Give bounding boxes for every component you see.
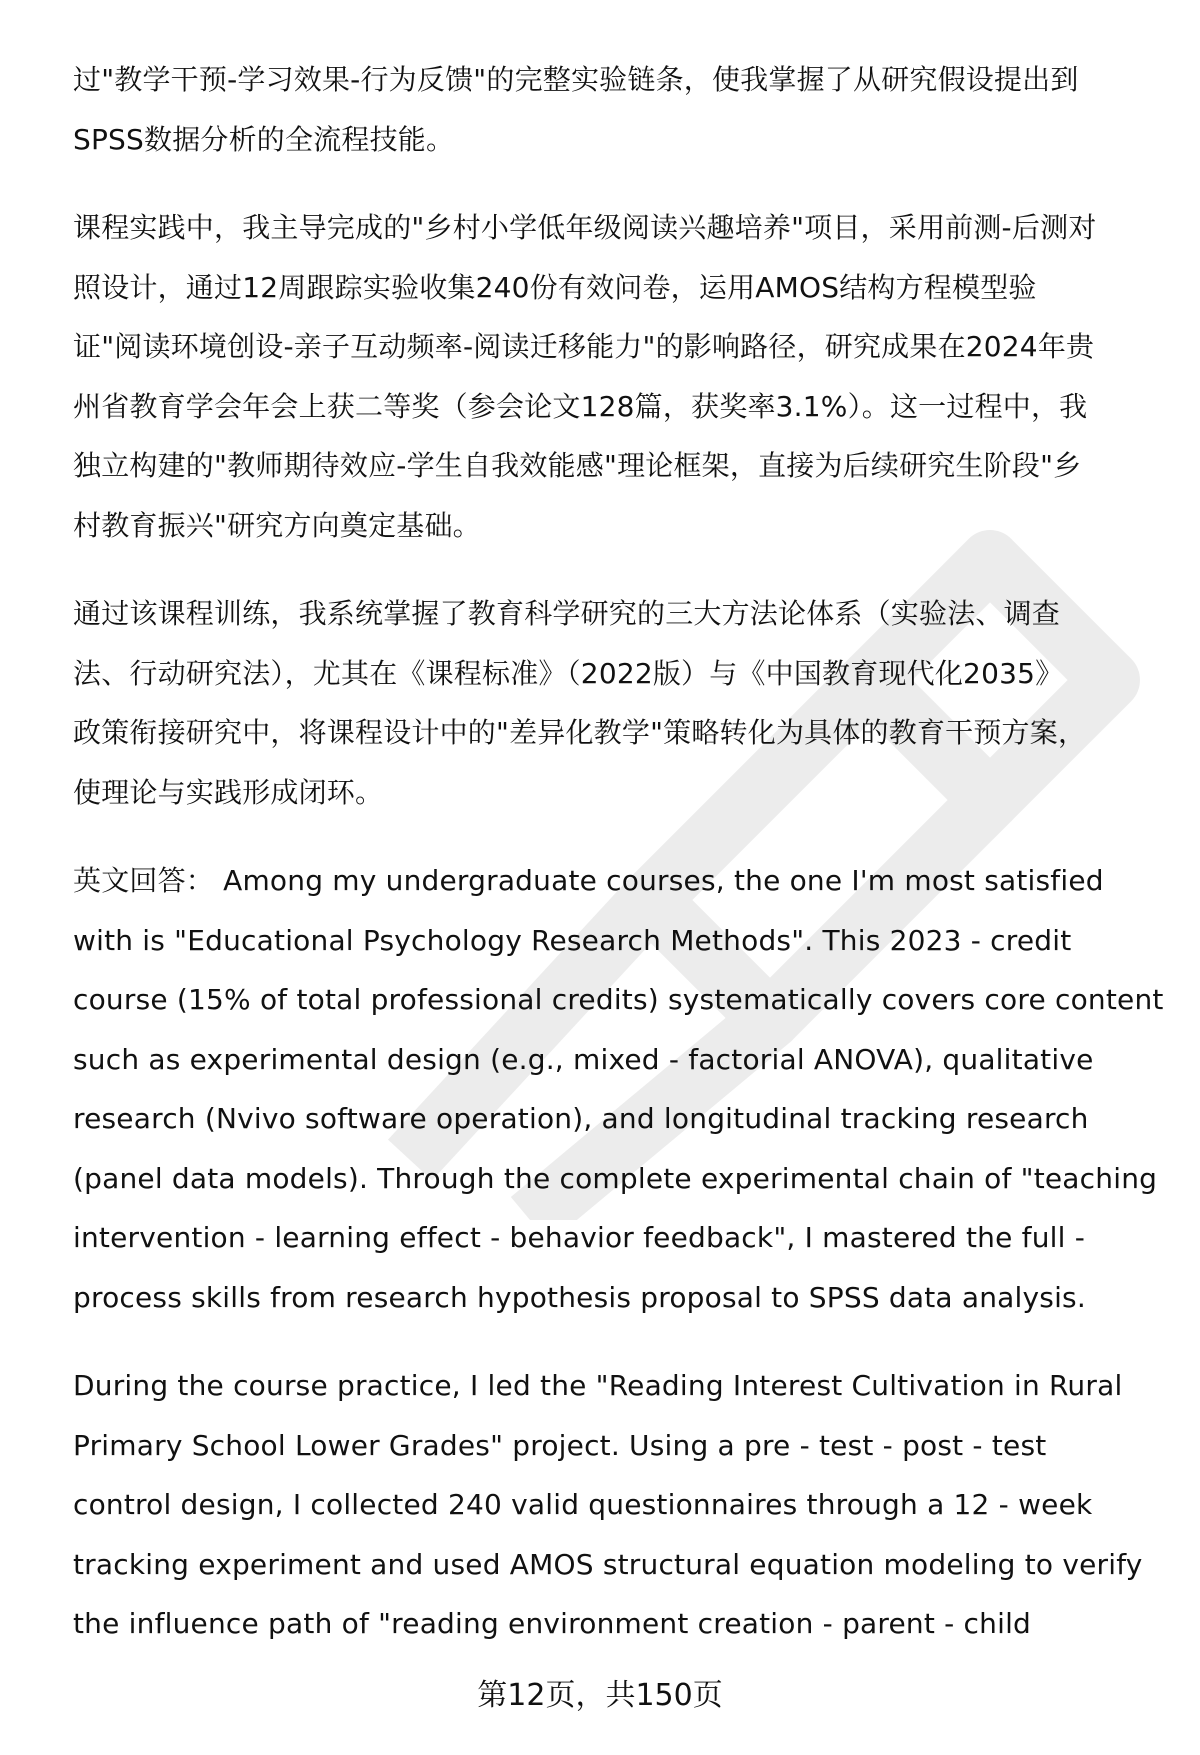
- text-line: 法、行动研究法），尤其在《课程标准》（2022版）与《中国教育现代化2035》: [73, 656, 1064, 690]
- text-line: 州省教育学会年会上获二等奖（参会论文128篇，获奖率3.1%）。这一过程中，我: [73, 389, 1088, 423]
- text-line: 英文回答： Among my undergraduate courses, the one I'm most satisfied: [73, 864, 1104, 897]
- text-line: Primary School Lower Grades" project. Using a pre - test - post - test: [73, 1428, 1047, 1462]
- text-line: the influence path of "reading environment creation - parent - child: [73, 1607, 1032, 1640]
- text-line: (panel data models). Through the complete experimental chain of "teaching: [73, 1161, 1158, 1195]
- text-line: 证"阅读环境创设-亲子互动频率-阅读迁移能力"的影响路径，研究成果在2024年贵: [73, 330, 1095, 363]
- text-line: 通过该课程训练，我系统掌握了教育科学研究的三大方法论体系（实验法、调查: [73, 597, 1061, 630]
- paragraph-3: [73, 584, 1150, 822]
- paragraph-1: [73, 50, 1150, 169]
- paragraph-2: [73, 198, 1150, 555]
- paragraph-4: [73, 851, 1164, 1327]
- text-line: 使理论与实践形成闭环。: [73, 775, 384, 809]
- text-line: control design, I collected 240 valid questionnaires through a 12 - week: [73, 1488, 1093, 1521]
- text-line: tracking experiment and used AMOS structural equation modeling to verify: [73, 1547, 1143, 1581]
- text-line: process skills from research hypothesis proposal to SPSS data analysis.: [73, 1280, 1086, 1314]
- text-line: 过"教学干预-学习效果-行为反馈"的完整实验链条，使我掌握了从研究假设提出到: [73, 63, 1079, 96]
- text-line: with is "Educational Psychology Research Methods". This 2023 - credit: [73, 923, 1072, 957]
- text-line: 政策衔接研究中，将课程设计中的"差异化教学"策略转化为具体的教育干预方案，: [73, 716, 1087, 749]
- text-line: research (Nvivo software operation), and longitudinal tracking research: [73, 1102, 1089, 1135]
- page-number-footer: 第12页，共150页: [477, 1678, 723, 1713]
- text-line: 村教育振兴"研究方向奠定基础。: [73, 508, 481, 542]
- text-line: 课程实践中，我主导完成的"乡村小学低年级阅读兴趣培养"项目，采用前测-后测对: [73, 211, 1097, 244]
- text-line: course (15% of total professional credits) systematically covers core content: [73, 983, 1164, 1016]
- text-line: During the course practice, I led the "Reading Interest Cultivation in Rural: [73, 1369, 1123, 1402]
- text-line: such as experimental design (e.g., mixed - factorial ANOVA), qualitative: [73, 1042, 1094, 1076]
- text-line: 独立构建的"教师期待效应-学生自我效能感"理论框架，直接为后续研究生阶段"乡: [73, 449, 1082, 482]
- text-line: SPSS数据分析的全流程技能。: [73, 122, 455, 156]
- text-line: intervention - learning effect - behavior feedback", I mastered the full -: [73, 1221, 1085, 1254]
- text-line: 照设计，通过12周跟踪实验收集240份有效问卷，运用AMOS结构方程模型验: [73, 270, 1037, 304]
- paragraph-5: [73, 1356, 1150, 1654]
